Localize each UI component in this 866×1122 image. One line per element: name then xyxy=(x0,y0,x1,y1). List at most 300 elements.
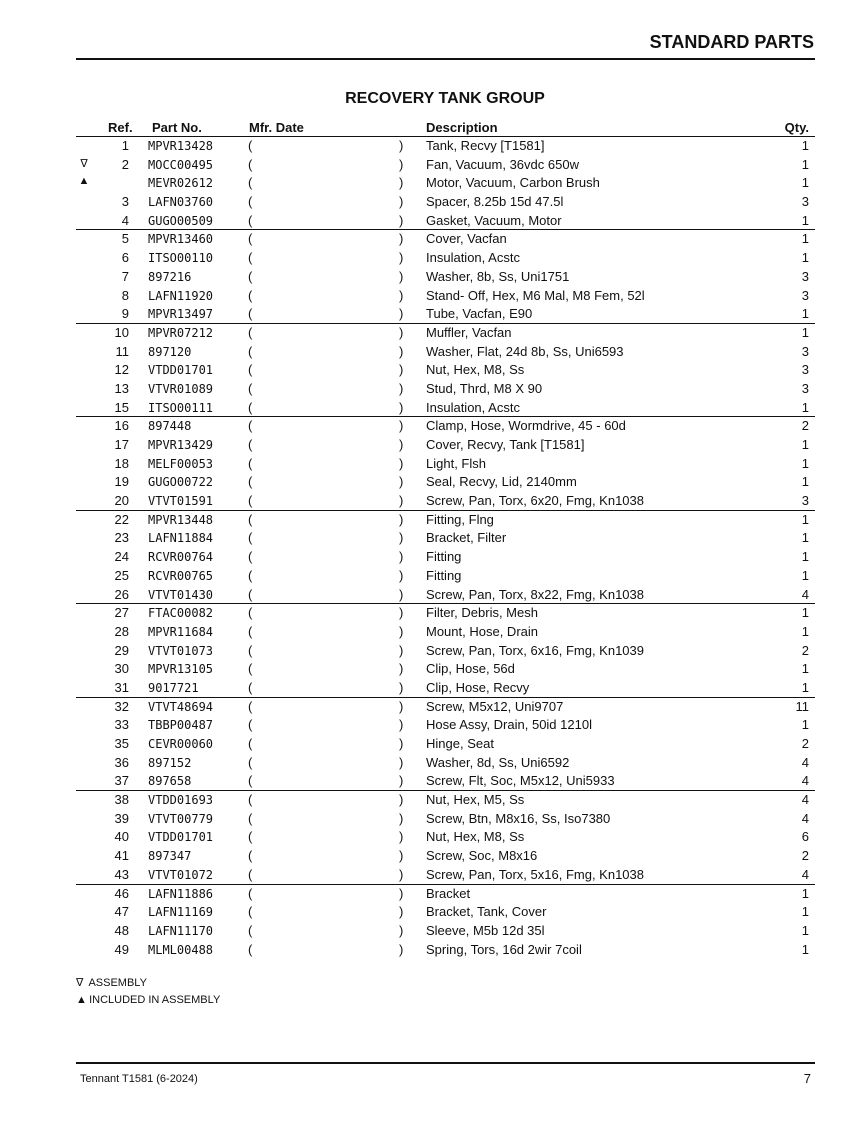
row-mfr-close: ) xyxy=(399,231,404,247)
row-ref: 24 xyxy=(114,549,129,565)
row-part-no: MOCC00495 xyxy=(148,157,214,172)
row-qty: 4 xyxy=(801,792,809,808)
row-ref: 22 xyxy=(114,511,129,527)
page-number: 7 xyxy=(803,1071,811,1086)
row-part-no: RCVR00765 xyxy=(148,568,214,583)
row-description: Fan, Vacuum, 36vdc 650w xyxy=(426,156,579,172)
row-mfr-open: ( xyxy=(248,904,253,920)
row-mfr-open: ( xyxy=(248,362,253,378)
row-mfr-close: ) xyxy=(399,511,404,527)
row-ref: 49 xyxy=(114,941,129,957)
row-mark: ∇ xyxy=(80,157,88,170)
row-mfr-close: ) xyxy=(399,175,404,191)
row-mfr-open: ( xyxy=(248,287,253,303)
row-mfr-open: ( xyxy=(248,418,253,434)
row-ref: 18 xyxy=(114,455,129,471)
table-row xyxy=(76,529,815,548)
row-mfr-close: ) xyxy=(399,829,404,845)
row-part-no: GUGO00722 xyxy=(148,475,214,490)
row-qty: 1 xyxy=(801,605,809,621)
row-description: Washer, 8b, Ss, Uni1751 xyxy=(426,268,570,284)
row-mfr-open: ( xyxy=(248,717,253,733)
row-mfr-close: ) xyxy=(399,605,404,621)
row-ref: 38 xyxy=(114,792,129,808)
row-mfr-close: ) xyxy=(399,399,404,415)
row-description: Bracket, Tank, Cover xyxy=(426,904,547,920)
row-ref: 48 xyxy=(114,922,129,938)
table-row xyxy=(76,399,815,418)
assembly-symbol: ∇ xyxy=(76,977,84,989)
row-mfr-open: ( xyxy=(248,661,253,677)
row-ref: 40 xyxy=(114,829,129,845)
row-description: Nut, Hex, M8, Ss xyxy=(426,829,525,845)
row-part-no: 897347 xyxy=(148,849,192,864)
row-mfr-close: ) xyxy=(399,212,404,228)
row-mfr-close: ) xyxy=(399,194,404,210)
row-mfr-close: ) xyxy=(399,156,404,172)
row-mfr-close: ) xyxy=(399,437,404,452)
row-part-no: LAFN11169 xyxy=(148,905,214,920)
row-mfr-open: ( xyxy=(248,138,253,153)
table-row xyxy=(76,417,815,436)
row-qty: 1 xyxy=(801,717,809,733)
table-row xyxy=(76,343,815,362)
table-row xyxy=(76,791,815,810)
row-mfr-close: ) xyxy=(399,474,404,490)
row-part-no: ITSO00110 xyxy=(148,251,214,266)
table-row xyxy=(76,193,815,212)
row-qty: 1 xyxy=(801,324,809,340)
row-mfr-open: ( xyxy=(248,399,253,415)
row-ref: 2 xyxy=(121,156,129,172)
row-part-no: VTDD01693 xyxy=(148,793,214,808)
header-mfr-date: Mfr. Date xyxy=(249,120,304,135)
row-qty: 1 xyxy=(801,138,809,153)
legend-assembly xyxy=(76,976,147,989)
row-ref: 5 xyxy=(121,231,129,247)
header-description: Description xyxy=(426,120,498,135)
row-description: Clip, Hose, 56d xyxy=(426,661,515,677)
table-row xyxy=(76,230,815,249)
row-ref: 27 xyxy=(114,605,129,621)
row-ref: 25 xyxy=(114,567,129,583)
row-part-no: ITSO00111 xyxy=(148,400,214,415)
row-description: Spacer, 8.25b 15d 47.5l xyxy=(426,194,564,210)
table-row xyxy=(76,660,815,679)
row-part-no: TBBP00487 xyxy=(148,718,214,733)
row-qty: 4 xyxy=(801,866,809,882)
row-mfr-close: ) xyxy=(399,250,404,266)
row-ref: 33 xyxy=(114,717,129,733)
table-row xyxy=(76,380,815,399)
row-mfr-close: ) xyxy=(399,848,404,864)
header-part-no: Part No. xyxy=(152,120,202,135)
table-row xyxy=(76,885,815,904)
row-part-no: LAFN03760 xyxy=(148,195,214,210)
row-qty: 1 xyxy=(801,250,809,266)
table-row xyxy=(76,903,815,922)
table-row xyxy=(76,305,815,324)
table-row xyxy=(76,511,815,530)
row-mfr-open: ( xyxy=(248,922,253,938)
row-mfr-open: ( xyxy=(248,885,253,901)
row-part-no: VTVR01089 xyxy=(148,381,214,396)
table-header xyxy=(76,118,815,137)
row-qty: 1 xyxy=(801,306,809,322)
row-mfr-close: ) xyxy=(399,941,404,957)
row-mfr-close: ) xyxy=(399,904,404,920)
row-ref: 47 xyxy=(114,904,129,920)
row-mfr-open: ( xyxy=(248,549,253,565)
row-part-no: RCVR00764 xyxy=(148,550,214,565)
row-description: Sleeve, M5b 12d 35l xyxy=(426,922,545,938)
table-row xyxy=(76,473,815,492)
row-part-no: 897448 xyxy=(148,419,192,434)
row-mfr-close: ) xyxy=(399,343,404,359)
row-qty: 1 xyxy=(801,437,809,452)
row-description: Gasket, Vacuum, Motor xyxy=(426,212,562,228)
row-ref: 31 xyxy=(114,679,129,695)
row-mfr-close: ) xyxy=(399,306,404,322)
table-row xyxy=(76,287,815,306)
row-description: Screw, Pan, Torx, 6x20, Fmg, Kn1038 xyxy=(426,493,644,509)
row-part-no: 897120 xyxy=(148,344,192,359)
included-symbol: ▲ xyxy=(76,994,87,1006)
row-description: Screw, Btn, M8x16, Ss, Iso7380 xyxy=(426,810,611,826)
row-qty: 1 xyxy=(801,661,809,677)
row-mfr-close: ) xyxy=(399,567,404,583)
row-mfr-close: ) xyxy=(399,418,404,434)
row-mfr-close: ) xyxy=(399,493,404,509)
row-description: Filter, Debris, Mesh xyxy=(426,605,538,621)
row-mfr-open: ( xyxy=(248,231,253,247)
row-part-no: LAFN11884 xyxy=(148,531,214,546)
row-part-no: MEVR02612 xyxy=(148,176,214,191)
row-qty: 4 xyxy=(801,773,809,789)
row-mfr-open: ( xyxy=(248,493,253,509)
row-mfr-close: ) xyxy=(399,268,404,284)
row-mfr-open: ( xyxy=(248,792,253,808)
row-mfr-open: ( xyxy=(248,586,253,602)
row-qty: 1 xyxy=(801,623,809,639)
row-mfr-open: ( xyxy=(248,306,253,322)
table-body xyxy=(76,137,815,959)
row-description: Screw, Pan, Torx, 6x16, Fmg, Kn1039 xyxy=(426,642,644,658)
row-mfr-close: ) xyxy=(399,287,404,303)
row-qty: 1 xyxy=(801,941,809,957)
table-row xyxy=(76,716,815,735)
row-part-no: 897216 xyxy=(148,269,192,284)
row-ref: 6 xyxy=(121,250,129,266)
row-description: Screw, M5x12, Uni9707 xyxy=(426,698,564,714)
header-qty: Qty. xyxy=(784,120,809,135)
row-qty: 4 xyxy=(801,810,809,826)
row-description: Cover, Recvy, Tank [T1581] xyxy=(426,437,585,452)
row-description: Screw, Flt, Soc, M5x12, Uni5933 xyxy=(426,773,615,789)
row-mfr-close: ) xyxy=(399,885,404,901)
row-part-no: VTVT01430 xyxy=(148,587,214,602)
row-part-no: CEVR00060 xyxy=(148,737,214,751)
row-mfr-close: ) xyxy=(399,362,404,378)
row-mfr-close: ) xyxy=(399,810,404,826)
table-row xyxy=(76,268,815,287)
row-description: Screw, Pan, Torx, 8x22, Fmg, Kn1038 xyxy=(426,586,644,602)
row-part-no: FTAC00082 xyxy=(148,606,214,621)
row-qty: 3 xyxy=(801,194,809,210)
group-title: RECOVERY TANK GROUP xyxy=(345,90,545,107)
row-ref: 39 xyxy=(114,810,129,826)
row-description: Nut, Hex, M8, Ss xyxy=(426,362,525,378)
row-mfr-close: ) xyxy=(399,455,404,471)
row-ref: 43 xyxy=(114,866,129,882)
row-mfr-open: ( xyxy=(248,736,253,751)
table-row xyxy=(76,772,815,791)
row-mfr-close: ) xyxy=(399,866,404,882)
row-ref: 3 xyxy=(121,194,129,210)
row-part-no: VTDD01701 xyxy=(148,363,214,378)
row-part-no: MPVR13428 xyxy=(148,139,214,153)
row-qty: 1 xyxy=(801,474,809,490)
row-mfr-close: ) xyxy=(399,324,404,340)
table-row xyxy=(76,810,815,829)
row-part-no: MPVR07212 xyxy=(148,325,214,340)
row-mfr-open: ( xyxy=(248,250,253,266)
row-ref: 35 xyxy=(114,736,129,751)
row-mfr-open: ( xyxy=(248,437,253,452)
row-ref: 17 xyxy=(114,437,129,452)
row-mfr-close: ) xyxy=(399,380,404,396)
row-part-no: LAFN11170 xyxy=(148,923,214,938)
row-qty: 1 xyxy=(801,212,809,228)
row-mfr-open: ( xyxy=(248,866,253,882)
row-ref: 23 xyxy=(114,530,129,546)
row-mfr-close: ) xyxy=(399,717,404,733)
row-description: Bracket, Filter xyxy=(426,530,507,546)
row-ref: 19 xyxy=(114,474,129,490)
row-mfr-open: ( xyxy=(248,268,253,284)
table-row xyxy=(76,847,815,866)
row-qty: 1 xyxy=(801,567,809,583)
table-row xyxy=(76,754,815,773)
row-mfr-open: ( xyxy=(248,474,253,490)
row-part-no: MLML00488 xyxy=(148,942,214,957)
row-qty: 2 xyxy=(801,736,809,751)
row-description: Cover, Vacfan xyxy=(426,231,507,247)
row-part-no: MPVR13105 xyxy=(148,662,214,677)
row-part-no: MELF00053 xyxy=(148,456,214,471)
row-mfr-close: ) xyxy=(399,549,404,565)
row-qty: 1 xyxy=(801,156,809,172)
row-qty: 3 xyxy=(801,287,809,303)
table-row xyxy=(76,828,815,847)
row-mfr-open: ( xyxy=(248,194,253,210)
row-part-no: MPVR13429 xyxy=(148,438,214,452)
row-description: Stand- Off, Hex, M6 Mal, M8 Fem, 52l xyxy=(426,287,645,303)
row-qty: 3 xyxy=(801,380,809,396)
row-mfr-open: ( xyxy=(248,324,253,340)
row-mfr-close: ) xyxy=(399,661,404,677)
row-ref: 16 xyxy=(114,418,129,434)
table-row xyxy=(76,174,815,193)
row-description: Fitting xyxy=(426,567,462,583)
row-qty: 2 xyxy=(801,642,809,658)
assembly-label: ASSEMBLY xyxy=(88,977,147,989)
row-part-no: MPVR13448 xyxy=(148,512,214,527)
row-description: Tube, Vacfan, E90 xyxy=(426,306,533,322)
row-mfr-close: ) xyxy=(399,530,404,546)
row-part-no: LAFN11920 xyxy=(148,288,214,303)
row-qty: 1 xyxy=(801,679,809,695)
row-part-no: MPVR13497 xyxy=(148,307,214,322)
row-qty: 2 xyxy=(801,418,809,434)
row-mfr-close: ) xyxy=(399,773,404,789)
row-mfr-close: ) xyxy=(399,586,404,602)
row-ref: 7 xyxy=(121,268,129,284)
row-mfr-close: ) xyxy=(399,736,404,751)
table-row xyxy=(76,941,815,960)
table-row xyxy=(76,679,815,698)
row-ref: 26 xyxy=(114,586,129,602)
table-row xyxy=(76,866,815,885)
row-description: Hinge, Seat xyxy=(426,736,494,751)
row-mfr-close: ) xyxy=(399,642,404,658)
row-ref: 28 xyxy=(114,623,129,639)
row-description: Washer, Flat, 24d 8b, Ss, Uni6593 xyxy=(426,343,624,359)
row-description: Screw, Pan, Torx, 5x16, Fmg, Kn1038 xyxy=(426,866,644,882)
row-description: Stud, Thrd, M8 X 90 xyxy=(426,380,543,396)
row-mfr-open: ( xyxy=(248,773,253,789)
row-part-no: VTDD01701 xyxy=(148,830,214,845)
row-qty: 1 xyxy=(801,455,809,471)
row-description: Motor, Vacuum, Carbon Brush xyxy=(426,175,600,191)
table-row xyxy=(76,548,815,567)
table-row xyxy=(76,436,815,455)
row-mfr-open: ( xyxy=(248,848,253,864)
table-row xyxy=(76,137,815,156)
row-description: Clamp, Hose, Wormdrive, 45 - 60d xyxy=(426,418,626,434)
row-ref: 30 xyxy=(114,661,129,677)
row-qty: 1 xyxy=(801,231,809,247)
row-qty: 1 xyxy=(801,530,809,546)
row-ref: 4 xyxy=(121,212,129,228)
row-description: Nut, Hex, M5, Ss xyxy=(426,792,525,808)
row-part-no: MPVR11684 xyxy=(148,624,214,639)
table-row xyxy=(76,324,815,343)
row-description: Washer, 8d, Ss, Uni6592 xyxy=(426,754,570,770)
row-mfr-open: ( xyxy=(248,754,253,770)
row-part-no: VTVT01591 xyxy=(148,494,214,509)
row-ref: 37 xyxy=(114,773,129,789)
row-description: Light, Flsh xyxy=(426,455,486,471)
row-ref: 1 xyxy=(121,138,129,153)
row-mfr-open: ( xyxy=(248,380,253,396)
header-ref: Ref. xyxy=(108,120,133,135)
row-mfr-open: ( xyxy=(248,455,253,471)
parts-table xyxy=(76,118,815,959)
row-part-no: 9017721 xyxy=(148,680,199,695)
row-description: Seal, Recvy, Lid, 2140mm xyxy=(426,474,577,490)
legend-included xyxy=(76,994,220,1006)
row-mfr-open: ( xyxy=(248,212,253,228)
row-part-no: 897152 xyxy=(148,755,192,770)
row-ref: 29 xyxy=(114,642,129,658)
footer-doc-id: Tennant T1581 (6-2024) xyxy=(80,1073,198,1085)
row-description: Mount, Hose, Drain xyxy=(426,623,538,639)
row-description: Hose Assy, Drain, 50id 1210l xyxy=(426,717,592,733)
row-mark: ▲ xyxy=(78,175,90,188)
row-part-no: LAFN11886 xyxy=(148,886,214,901)
row-part-no: MPVR13460 xyxy=(148,232,214,247)
row-description: Clip, Hose, Recvy xyxy=(426,679,530,695)
row-mfr-close: ) xyxy=(399,138,404,153)
row-ref: 15 xyxy=(114,399,129,415)
row-qty: 3 xyxy=(801,343,809,359)
row-mfr-close: ) xyxy=(399,623,404,639)
row-qty: 4 xyxy=(801,754,809,770)
row-qty: 1 xyxy=(801,904,809,920)
row-part-no: VTVT01072 xyxy=(148,867,214,882)
row-description: Muffler, Vacfan xyxy=(426,324,512,340)
table-row xyxy=(76,361,815,380)
row-mfr-open: ( xyxy=(248,605,253,621)
table-row xyxy=(76,492,815,511)
row-ref: 11 xyxy=(115,343,129,359)
row-description: Insulation, Acstc xyxy=(426,250,520,266)
row-description: Bracket xyxy=(426,885,471,901)
row-mfr-open: ( xyxy=(248,343,253,359)
row-ref: 20 xyxy=(114,493,129,509)
row-description: Fitting xyxy=(426,549,462,565)
row-description: Fitting, Flng xyxy=(426,511,494,527)
row-mfr-open: ( xyxy=(248,941,253,957)
row-mfr-close: ) xyxy=(399,792,404,808)
row-mfr-open: ( xyxy=(248,642,253,658)
row-ref: 10 xyxy=(114,324,129,340)
row-qty: 6 xyxy=(801,829,809,845)
row-ref: 9 xyxy=(121,306,129,322)
row-ref: 13 xyxy=(114,380,129,396)
row-ref: 12 xyxy=(114,362,129,378)
table-row xyxy=(76,604,815,623)
row-mfr-open: ( xyxy=(248,175,253,191)
row-mfr-open: ( xyxy=(248,679,253,695)
row-mfr-close: ) xyxy=(399,679,404,695)
footer-rule xyxy=(76,1062,815,1064)
table-row xyxy=(76,156,815,175)
row-mfr-open: ( xyxy=(248,698,253,714)
row-mfr-open: ( xyxy=(248,829,253,845)
row-part-no: VTVT00779 xyxy=(148,811,214,826)
row-ref: 32 xyxy=(114,698,129,714)
row-ref: 46 xyxy=(114,885,129,901)
table-row xyxy=(76,735,815,754)
row-mfr-close: ) xyxy=(399,698,404,714)
row-mfr-close: ) xyxy=(399,922,404,938)
header-rule xyxy=(76,58,815,60)
table-row xyxy=(76,212,815,231)
table-row xyxy=(76,249,815,268)
row-ref: 41 xyxy=(114,848,129,864)
table-row xyxy=(76,586,815,605)
row-qty: 3 xyxy=(801,268,809,284)
row-description: Insulation, Acstc xyxy=(426,399,520,415)
row-qty: 3 xyxy=(801,493,809,509)
row-description: Tank, Recvy [T1581] xyxy=(426,138,545,153)
row-part-no: VTVT48694 xyxy=(148,699,214,714)
row-qty: 1 xyxy=(801,511,809,527)
row-mfr-close: ) xyxy=(399,754,404,770)
included-label: INCLUDED IN ASSEMBLY xyxy=(89,994,221,1006)
